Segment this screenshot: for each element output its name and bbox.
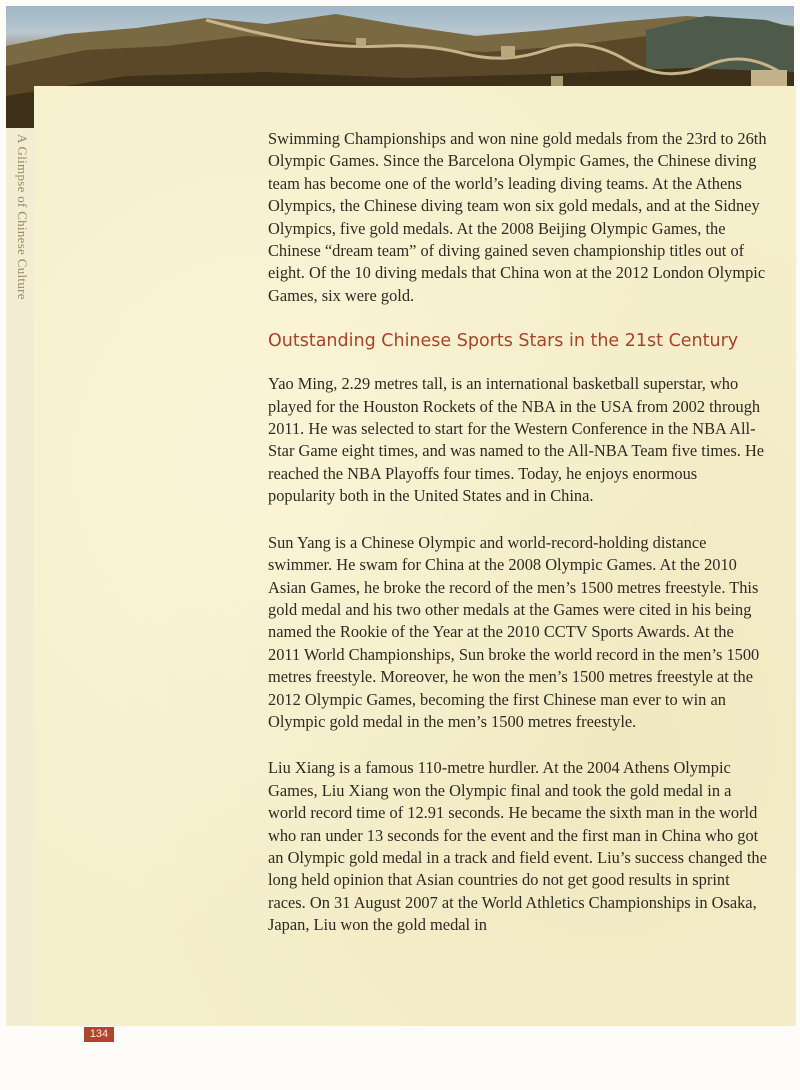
running-head: A Glimpse of Chinese Culture	[15, 134, 30, 300]
paragraph-yao-ming: Yao Ming, 2.29 metres tall, is an international basketball superstar, who played for the Houston Rockets of the NBA in the USA from 2002 through 2011. He was selected to start for the Western Conference in the NBA All-Star Game eight times, and was named to the All-NBA Team five times. He reached the NBA Playoffs four times. Today, he enjoys enormous popularity both in the United States and in China.	[268, 374, 765, 506]
main-text	[268, 128, 768, 961]
paragraph-sun-yang: Sun Yang is a Chinese Olympic and world-record-holding distance swimmer. He swam for China at the 2008 Olympic Games. At the 2010 Asian Games, he broke the record of the men’s 1500 metres freestyle. This gold medal and his two other medals at the Games were cited in his being named the Rookie of the Year at the 2010 CCTV Sports Awards. At the 2011 World Championships, Sun broke the world record in the men’s 1500 metres freestyle. Moreover, he won the men’s 1500 metres freestyle at the 2012 Olympic Games, becoming the first Chinese man ever to win an Olympic gold medal in the men’s 1500 metres freestyle.	[268, 532, 760, 731]
section-heading: Outstanding Chinese Sports Stars in the 21st Century	[268, 331, 739, 352]
paragraph-liu-xiang: Liu Xiang is a famous 110-metre hurdler. At the 2004 Athens Olympic Games, Liu Xiang won the Olympic final and took the gold medal in a world record time of 12.91 seconds. He became the sixth man in the world who ran under 13 seconds for the event and the first man in China who got an Olympic gold medal in a track and field event. Liu’s success changed the long held opinion that Asian countries do not get good results in sprint races. On 31 August 2007 at the World Athletics Championships in Osaka, Japan, Liu won the gold medal in	[268, 758, 767, 935]
paragraph-diving: Swimming Championships and won nine gold medals from the 23rd to 26th Olympic Games. Since the Barcelona Olympic Games, the Chinese diving team has become one of the world’s leading diving teams. At the Athens Olympics, the Chinese diving team won six gold medals, and at the Sidney Olympics, five gold medals. At the 2008 Beijing Olympic Games, the Chinese “dream team” of diving gained seven championship titles out of eight. Of the 10 diving medals that China won at the 2012 London Olympic Games, six were gold.	[268, 129, 767, 305]
page-number-badge: 134	[84, 1027, 114, 1042]
